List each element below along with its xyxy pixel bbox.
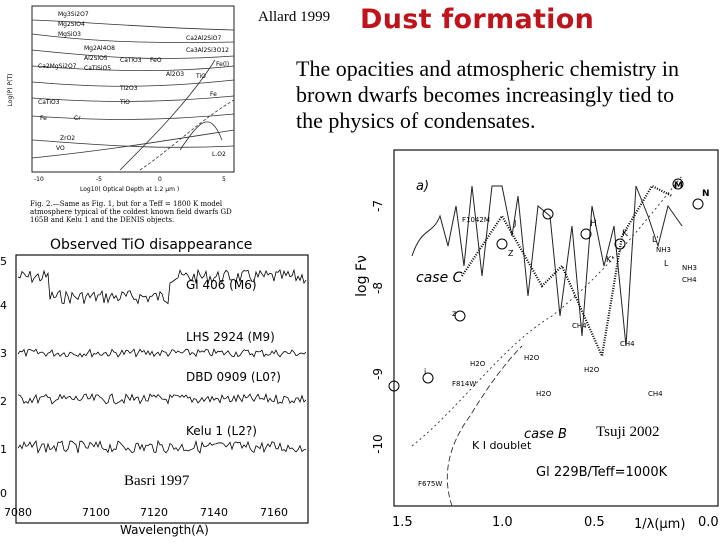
tsuji-plot [352,146,720,540]
allard-figure [0,0,252,235]
allard-species: Mg3Si2O7 [58,11,89,18]
slide-body-text: The opacities and atmospheric chemistry in brown dwarfs becomes increasingly tied to the physics of condensates. [296,56,680,133]
basri-xtick: 7080 [4,506,32,519]
filter-label: z [452,309,457,318]
molecule-label: NH3 [656,246,671,254]
molecule-label: CH4 [572,322,587,330]
filter-label: H [590,219,597,229]
allard-species: TiO [120,99,130,106]
allard-species: Fe [40,115,47,122]
allard-species: Ca3Al2Si3O12 [186,47,229,54]
tsuji-ytick: -8 [371,282,385,294]
filter-label: i [424,367,427,376]
basri-title: Observed TiO disappearance [50,237,253,253]
basri-xtick: 7160 [260,506,288,519]
molecule-label: CH4 [648,390,663,398]
allard-species: TiO [196,73,206,80]
allard-xtick: 5 [222,176,226,183]
filter-label: K' [606,255,614,264]
tsuji-xtick: 1.0 [492,515,513,530]
spectrum-label: LHS 2924 (M9) [186,330,275,344]
allard-species: MgSiO3 [58,31,82,38]
basri-figure [0,235,312,540]
allard-species: Al2O3 [166,71,185,78]
filter-label: L' [652,235,659,244]
allard-species: Fe(l) [216,61,230,68]
allard-species: FeO [150,57,162,64]
case-c-label: case C [416,270,463,286]
basri-ytick: 3 [0,347,7,360]
tsuji-ylabel: log Fν [354,255,370,297]
basri-plot [0,235,312,540]
allard-species: CaTiO3 [120,57,142,64]
basri-ytick: 5 [0,255,7,268]
filter-label: K [622,229,628,239]
basri-ytick: 2 [0,395,7,408]
tsuji-xtick: 0.0 [698,515,719,530]
allard-species: Mg2SiO4 [58,21,85,28]
k-doublet-label: K I doublet [472,439,532,452]
spectrum-label: Kelu 1 (L2?) [186,424,257,438]
basri-xlabel: Wavelength(A) [120,523,209,537]
molecule-label: H2O [536,390,552,398]
tsuji-figure [352,146,720,540]
basri-ytick: 1 [0,443,7,456]
filter-label: M [674,181,683,191]
allard-species: ZrO2 [60,135,76,142]
allard-species: Ca2Al2SiO7 [186,35,222,42]
tsuji-xlabel: 1/λ(μm) [634,517,686,532]
allard-species: CaTiO3 [38,99,60,106]
molecule-label: H2O [584,366,600,374]
allard-xlabel: Log10( Optical Depth at 1.2 μm ) [80,186,180,193]
filter-label: F814W [452,380,477,388]
tsuji-ytick: -7 [371,200,385,212]
spectrum-label: DBD 0909 (L0?) [186,370,281,384]
allard-xtick: -10 [34,176,44,183]
credit-basri: Basri 1997 [124,473,190,489]
molecule-label: H2O [470,360,486,368]
allard-species: Cr [74,115,81,122]
allard-species: VO [56,145,65,152]
allard-species: Mg2Al4O8 [84,45,115,52]
filter-label: J [514,219,517,228]
basri-xtick: 7100 [82,506,110,519]
allard-species: Ti2O3 [120,85,138,92]
credit-allard: Allard 1999 [258,9,331,25]
allard-species: CaTiSiO5 [84,65,112,72]
tsuji-ytick: -10 [371,434,385,454]
allard-species: Fe [210,91,217,98]
basri-ytick: 0 [0,487,7,500]
allard-species: Al2SiO5 [84,55,108,62]
filter-label: L [664,259,669,268]
credit-tsuji: Tsuji 2002 [596,424,660,440]
allard-species: Ca2MgSi2O7 [38,63,77,70]
molecule-label: NH3 [682,264,697,272]
tsuji-panel-label: a) [416,179,430,194]
slide-title: Dust formation [360,4,595,35]
molecule-label: CH4 [620,340,635,348]
tsuji-xtick: 1.5 [392,515,413,530]
allard-xtick: -5 [96,176,102,183]
basri-ytick: 4 [0,299,7,312]
tsuji-ytick: -9 [371,368,385,380]
filter-label: N [702,189,710,199]
allard-xtick: 0 [158,176,162,183]
allard-ylabel: Log(P) P(T) [7,73,14,107]
tsuji-xtick: 0.5 [584,515,605,530]
molecule-label: H2O [524,354,540,362]
filter-label: F1042M [462,216,490,224]
filter-label: F675W [418,480,443,488]
allard-species: L.O2 [212,151,226,158]
allard-caption: Fig. 2.—Same as Fig. 1, but for a Teff = 1800 K model atmosphere typical of the coldest known field dwarfs GD 165B and Kelu 1 and the DENIS objects. [30,200,232,224]
spectrum-label: Gl 406 (M6) [186,278,257,292]
case-b-label: case B [524,427,567,442]
molecule-label: CH4 [682,276,697,284]
model-label: Gl 229B/Teff=1000K [536,465,668,480]
basri-xtick: 7120 [140,506,168,519]
filter-label: Z [508,249,514,258]
basri-xtick: 7140 [200,506,228,519]
